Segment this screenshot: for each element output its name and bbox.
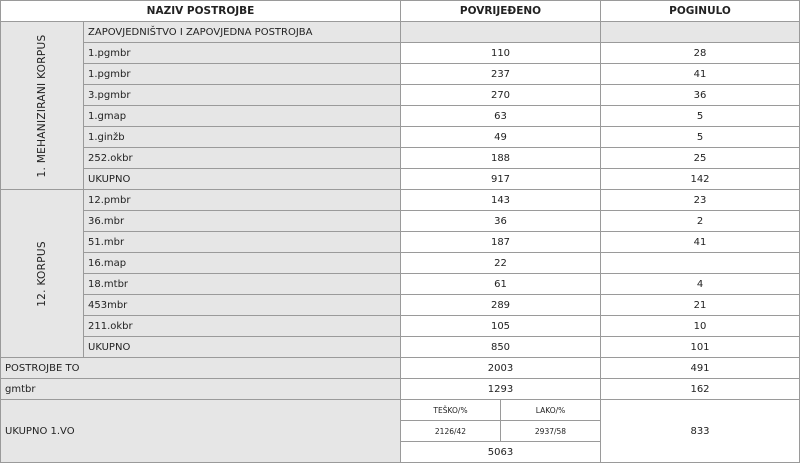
unit-name: 51.mbr [84, 232, 401, 253]
header-killed: POGINULO [601, 1, 800, 22]
killed-value: 25 [601, 148, 800, 169]
table-row [1, 190, 800, 211]
subtotal-row [1, 337, 800, 358]
wounded-value: 143 [401, 190, 601, 211]
wounded-total: 5063 [401, 442, 600, 463]
killed-value: 41 [601, 64, 800, 85]
corps-2-label-cell [1, 190, 84, 358]
unit-name: 18.mtbr [84, 274, 401, 295]
wounded-breakdown [401, 400, 600, 462]
wounded-value: 270 [401, 85, 601, 106]
grand-total-row [1, 400, 800, 463]
table-row [1, 127, 800, 148]
wounded-value: 36 [401, 211, 601, 232]
table-row [1, 64, 800, 85]
wounded-value: 237 [401, 64, 601, 85]
wounded-value: 850 [401, 337, 601, 358]
wounded-breakdown-cell [401, 400, 601, 463]
wounded-value: 110 [401, 43, 601, 64]
unit-name: 1.gmap [84, 106, 401, 127]
unit-name: 36.mbr [84, 211, 401, 232]
unit-name: 1.ginžb [84, 127, 401, 148]
table-row [1, 232, 800, 253]
killed-value: 5 [601, 127, 800, 148]
unit-name: gmtbr [1, 379, 401, 400]
wounded-value: 2003 [401, 358, 601, 379]
table-row [1, 211, 800, 232]
table-row [1, 43, 800, 64]
wounded-value: 289 [401, 295, 601, 316]
wounded-value: 61 [401, 274, 601, 295]
table-row [1, 85, 800, 106]
unit-name: ZAPOVJEDNIŠTVO I ZAPOVJEDNA POSTROJBA [84, 22, 401, 43]
light-value: 2937/58 [501, 421, 601, 442]
killed-value: 491 [601, 358, 800, 379]
unit-name: 12.pmbr [84, 190, 401, 211]
wounded-value: 188 [401, 148, 601, 169]
killed-value: 142 [601, 169, 800, 190]
unit-name: 3.pgmbr [84, 85, 401, 106]
wounded-value: 1293 [401, 379, 601, 400]
unit-name: 1.pgmbr [84, 64, 401, 85]
table-row [1, 22, 800, 43]
severe-value: 2126/42 [401, 421, 501, 442]
killed-value: 28 [601, 43, 800, 64]
killed-value [601, 253, 800, 274]
killed-value: 10 [601, 316, 800, 337]
wounded-value: 105 [401, 316, 601, 337]
header-unit: NAZIV POSTROJBE [1, 1, 401, 22]
killed-value: 2 [601, 211, 800, 232]
wounded-value: 917 [401, 169, 601, 190]
unit-name: 252.okbr [84, 148, 401, 169]
unit-name: 16.map [84, 253, 401, 274]
table-row [1, 379, 800, 400]
killed-value: 162 [601, 379, 800, 400]
grand-total-label: UKUPNO 1.VO [1, 400, 401, 463]
killed-total: 833 [601, 400, 800, 463]
unit-name: 211.okbr [84, 316, 401, 337]
unit-name: 1.pgmbr [84, 43, 401, 64]
table-row [1, 253, 800, 274]
wounded-value: 49 [401, 127, 601, 148]
wounded-value: 63 [401, 106, 601, 127]
subtotal-row [1, 169, 800, 190]
killed-value: 5 [601, 106, 800, 127]
table-row [1, 316, 800, 337]
table-row [1, 274, 800, 295]
light-label: LAKO/% [501, 400, 601, 421]
table-row [1, 358, 800, 379]
table-row [1, 106, 800, 127]
unit-name: POSTROJBE TO [1, 358, 401, 379]
wounded-value: 187 [401, 232, 601, 253]
wounded-value [401, 22, 601, 43]
killed-value: 23 [601, 190, 800, 211]
table-row [1, 295, 800, 316]
killed-value: 21 [601, 295, 800, 316]
corps-2-label: 12. KORPUS [36, 240, 48, 307]
table-row [1, 148, 800, 169]
corps-1-label: 1. MEHANIZIRANI KORPUS [36, 34, 48, 177]
header-wounded: POVRIJEĐENO [401, 1, 601, 22]
killed-value [601, 22, 800, 43]
unit-name: UKUPNO [84, 169, 401, 190]
corps-1-label-cell [1, 22, 84, 190]
killed-value: 36 [601, 85, 800, 106]
killed-value: 101 [601, 337, 800, 358]
header-row [1, 1, 800, 22]
severe-label: TEŠKO/% [401, 400, 501, 421]
killed-value: 41 [601, 232, 800, 253]
unit-name: UKUPNO [84, 337, 401, 358]
unit-name: 453mbr [84, 295, 401, 316]
killed-value: 4 [601, 274, 800, 295]
wounded-value: 22 [401, 253, 601, 274]
